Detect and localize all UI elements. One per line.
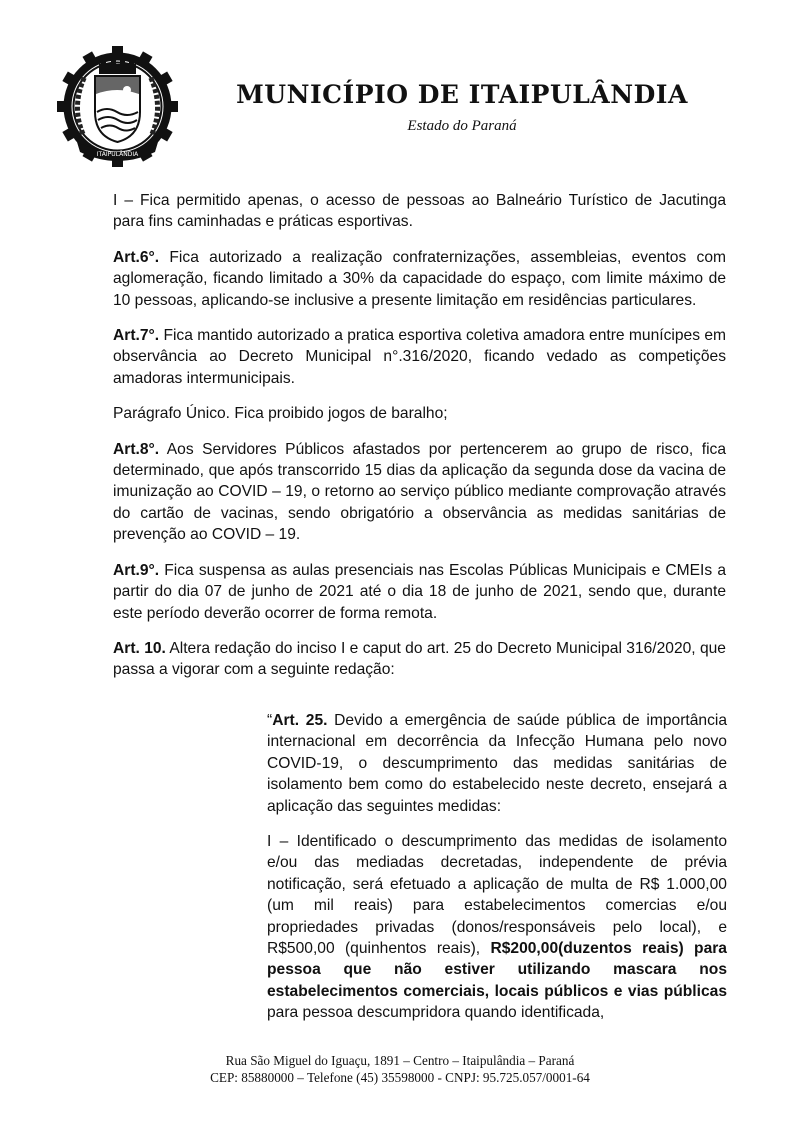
article-25-label: Art. 25. [272, 712, 328, 729]
article-9-label: Art.9°. [113, 561, 160, 579]
article-10-label: Art. 10. [113, 639, 166, 657]
article-6-label: Art.6°. [113, 248, 160, 266]
article-8-text: Aos Servidores Públicos afastados por pertencerem ao grupo de risco, fica determinado, que após transcorrido 15 dias da aplicação da segunda dose da vacina de imunização ao COVID – 19, o retorno ao serviço público mediante comprovação através do cartão de vacinas, sendo obrigatório a observância as medidas sanitárias de prevenção ao COVID – 19. [113, 440, 726, 544]
paragrafo-unico: Parágrafo Único. Fica proibido jogos de baralho; [113, 405, 448, 423]
quoted-article-25 [267, 710, 727, 1038]
page-title: MUNICÍPIO DE ITAIPULÂNDIA [236, 80, 688, 109]
article-10 [113, 638, 726, 681]
article-6-text: Fica autorizado a realização confraternizações, assembleias, eventos com aglomeração, ficando limitado a 30% da capacidade do espaço, com limite máximo de 10 pessoas, aplicando-se inclusive a presente limitação em residências particulares. [113, 248, 726, 309]
article-9 [113, 560, 726, 624]
footer-contact: CEP: 85880000 – Telefone (45) 35598000 - CNPJ: 95.725.057/0001-64 [210, 1070, 590, 1085]
seal-banner-text: ITAIPULÂNDIA [96, 151, 139, 158]
paragraph-inciso-i: I – Fica permitido apenas, o acesso de pessoas ao Balneário Turístico de Jacutinga para fins caminhadas e práticas esportivas. [113, 192, 726, 231]
inciso-i-tail: para pessoa descumpridora quando identificada, [267, 1004, 605, 1022]
open-quote: “ [267, 712, 273, 729]
article-7 [113, 325, 726, 389]
article-10-text: Altera redação do inciso I e caput do art. 25 do Decreto Municipal 316/2020, que passa a vigorar com a seguinte redação: [113, 639, 726, 679]
article-7-text: Fica mantido autorizado a pratica esportiva coletiva amadora entre munícipes em observância ao Decreto Municipal n°.316/2020, ficando vedado as competições amadoras intermunicipais. [113, 327, 726, 387]
article-8-label: Art.8°. [113, 440, 160, 458]
article-25-inciso-i [267, 831, 727, 1024]
inciso-i-text: I – Identificado o descumprimento das medidas de isolamento e/ou das mediadas decretadas, independente de prévia notificação, será efetuado a aplicação de multa de R$ 1.000,00 (um mil reais) para estabelecimentos comercias e/ou propriedades privadas (donos/responsáveis pelo local), e R$500,00 (quinhentos reais), [267, 833, 727, 958]
inciso-i-bold: R$200,00(duzentos reais) para pessoa que não estiver utilizando mascara nos estabelecimentos comerciais, locais públicos e vias públicas [267, 940, 727, 1000]
article-7-label: Art.7°. [113, 327, 160, 345]
document-body [113, 190, 726, 695]
article-8 [113, 439, 726, 546]
page-footer [0, 1052, 800, 1086]
article-9-text: Fica suspensa as aulas presenciais nas Escolas Públicas Municipais e CMEIs a partir do dia 07 de junho de 2021 até o dia 18 de junho de 2021, sendo que, durante este período deverão ocorrer de forma remota. [113, 561, 726, 622]
page-subtitle: Estado do Paraná [407, 118, 517, 134]
article-25-text: Devido a emergência de saúde pública de importância internacional em decorrência da Infecção Humana pelo novo COVID-19, o descumprimento das medidas sanitárias de isolamento bem como do estabelecido neste decreto, ensejará a aplicação das seguintes medidas: [267, 712, 727, 815]
municipal-seal-icon [55, 44, 180, 169]
article-6 [113, 247, 726, 311]
footer-address: Rua São Miguel do Iguaçu, 1891 – Centro – Itaipulândia – Paraná [225, 1053, 575, 1068]
article-25 [267, 710, 727, 817]
page-header [0, 0, 800, 175]
